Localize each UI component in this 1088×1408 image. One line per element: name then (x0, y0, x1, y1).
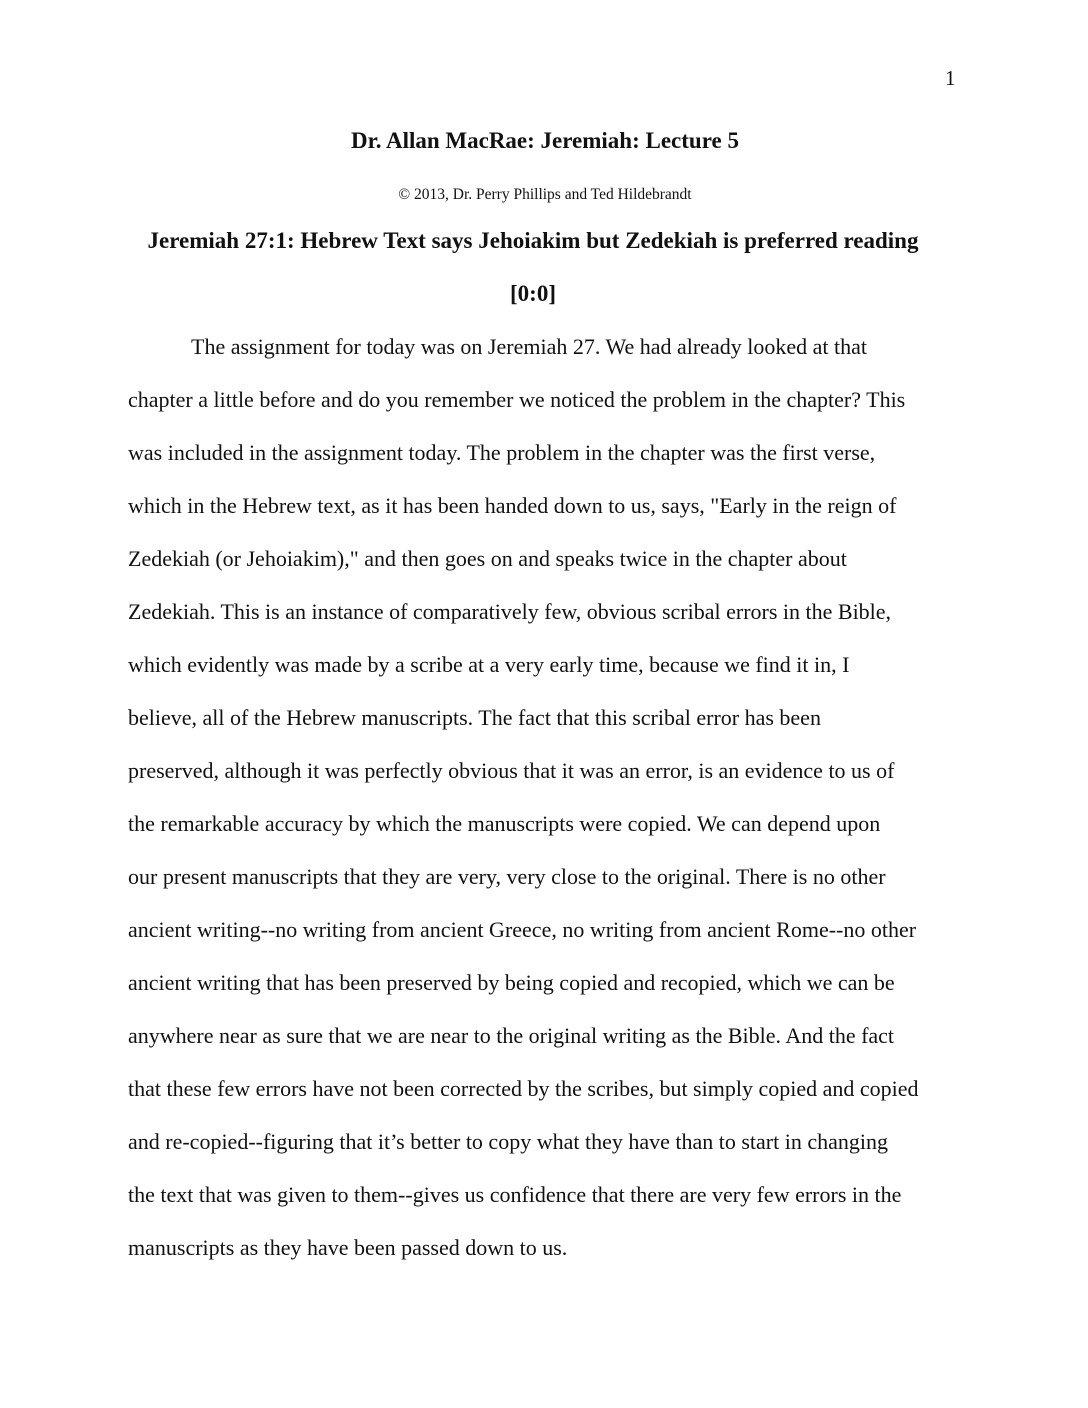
paragraph-line: the remarkable accuracy by which the manuscripts were copied. We can depend upon (128, 811, 881, 836)
paragraph-line: ancient writing--no writing from ancient Greece, no writing from ancient Rome--no other (128, 917, 917, 942)
paragraph-line: believe, all of the Hebrew manuscripts. The fact that this scribal error has been (128, 705, 821, 730)
section-heading: Jeremiah 27:1: Hebrew Text says Jehoiakim but Zedekiah is preferred reading (147, 228, 919, 253)
paragraph-line: which evidently was made by a scribe at a very early time, because we find it in, I (128, 652, 850, 677)
paragraph-line: manuscripts as they have been passed down to us. (128, 1235, 568, 1260)
paragraph-line: preserved, although it was perfectly obvious that it was an error, is an evidence to us of (128, 758, 895, 783)
paragraph-line: our present manuscripts that they are very, very close to the original. There is no other (128, 864, 886, 889)
paragraph-line: the text that was given to them--gives us confidence that there are very few errors in the (128, 1182, 902, 1207)
copyright-notice: © 2013, Dr. Perry Phillips and Ted Hildebrandt (398, 186, 692, 203)
paragraph-line: chapter a little before and do you remember we noticed the problem in the chapter? This (128, 387, 906, 412)
lecture-title: Dr. Allan MacRae: Jeremiah: Lecture 5 (351, 128, 739, 153)
paragraph-line: which in the Hebrew text, as it has been handed down to us, says, "Early in the reign of (128, 493, 897, 518)
paragraph-line: ancient writing that has been preserved by being copied and recopied, which we can be (128, 970, 895, 995)
paragraph-line: was included in the assignment today. The problem in the chapter was the first verse, (128, 440, 876, 465)
paragraph-line: Zedekiah (or Jehoiakim)," and then goes on and speaks twice in the chapter about (128, 546, 847, 571)
page-number: 1 (945, 66, 956, 90)
paragraph-line: The assignment for today was on Jeremiah 27. We had already looked at that (191, 334, 867, 359)
paragraph-line: Zedekiah. This is an instance of comparatively few, obvious scribal errors in the Bible, (128, 599, 892, 624)
section-timestamp: [0:0] (510, 281, 556, 306)
paragraph-line: anywhere near as sure that we are near to the original writing as the Bible. And the fact (128, 1023, 895, 1048)
paragraph-line: and re-copied--figuring that it’s better to copy what they have than to start in changing (128, 1129, 888, 1154)
paragraph-line: that these few errors have not been corrected by the scribes, but simply copied and copied (128, 1076, 919, 1101)
